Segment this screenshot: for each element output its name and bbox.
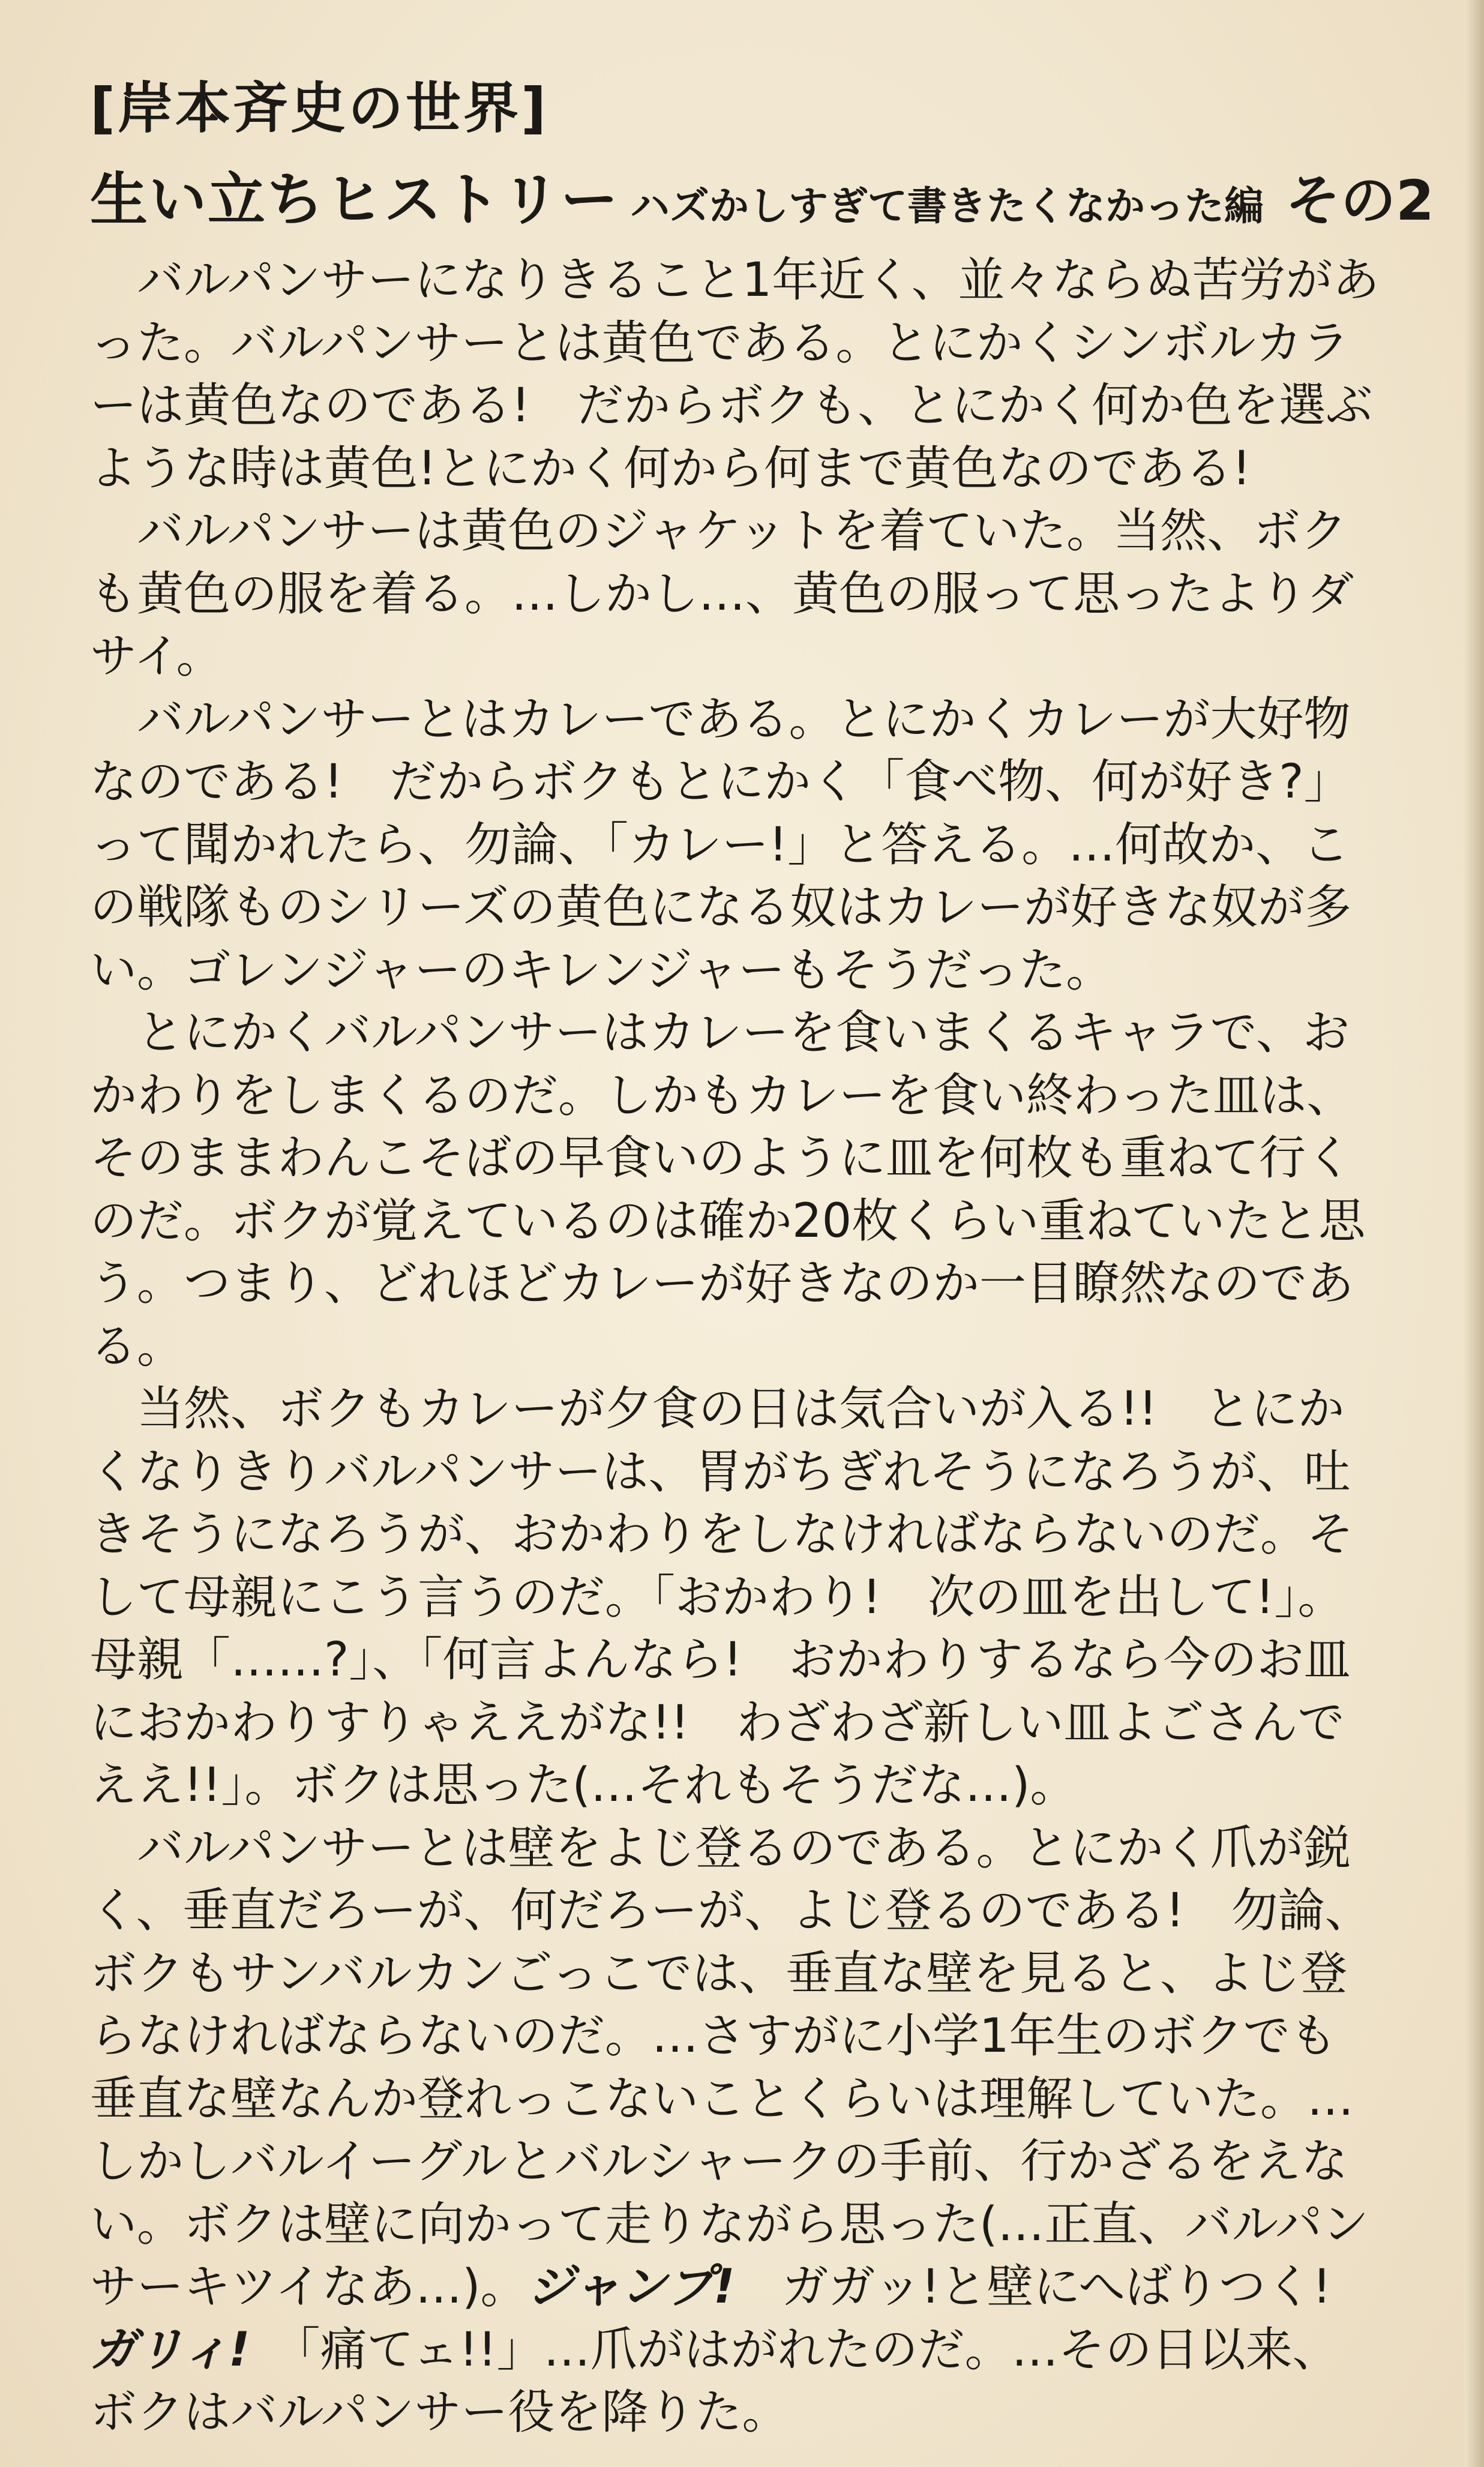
paragraph-1: バルパンサーになりきること1年近く、並々ならぬ苦労があった。バルパンサーとは黄色である。とにかくシンボルカラーは黄色なのである! だからボクも、とにかく何か色を選ぶような時は黄色!とにかく何から何まで黄色なのである! — [90, 253, 1380, 496]
sfx-jump: ジャンプ! — [527, 2260, 735, 2314]
headline-part-number: その2 — [1285, 169, 1435, 233]
article-body — [90, 249, 1380, 2444]
page-edge-shadow — [1464, 0, 1484, 2467]
paragraph-5: 当然、ボクもカレーが夕食の日は気合いが入る!! とにかくなりきりバルパンサーは、胃がちぎれそうになろうが、吐きそうになろうが、おかわりをしなければならないのだ。そして母親にこう言うのだ。「おかわり! 次の皿を出して!」。母親「……?」、「何言よんなら! おかわりするなら今のお皿におかわりすりゃええがな!! わざわざ新しい皿よごさんでええ!!」。ボクは思った(…それもそうだな…)。 — [90, 1382, 1354, 1812]
paragraph-6-text-middle: ガガッ!と壁にへばりつく! — [734, 2260, 1378, 2314]
paragraph-6 — [90, 1817, 1380, 2444]
paragraph-2: バルパンサーは黄色のジャケットを着ていた。当然、ボクも黄色の服を着る。…しかし…、黄色の服って思ったよりダサイ。 — [90, 504, 1354, 684]
headline — [90, 166, 1435, 233]
sfx-grip: ガリィ! — [90, 2322, 250, 2377]
series-title: [岸本斉史の世界] — [90, 76, 549, 140]
paragraph-4: とにかくバルパンサーはカレーを食いまくるキャラで、おかわりをしまくるのだ。しかもカレーを食い終わった皿は、そのままわんこそばの早食いのように皿を何枚も重ねて行くのだ。ボクが覚えているのは確か20枚くらい重ねていたと思う。つまり、どれほどカレーが好きなのか一目瞭然なのである。 — [90, 1006, 1366, 1374]
paragraph-6-text-before: バルパンサーとは壁をよじ登るのである。とにかく爪が鋭く、垂直だろーが、何だろーが、よじ登るのである! 勿論、ボクもサンバルカンごっこでは、垂直な壁を見ると、よじ登らなければならないのだ。…さすがに小学1年生のボクでも垂直な壁なんか登れっこないことくらいは理解していた。…しかしバルイーグルとバルシャークの手前、行かざるをえない。ボクは壁に向かって走りながら思った(…正直、バルパンサーキツイなあ…)。 — [90, 1821, 1372, 2314]
headline-subtitle: ハズかしすぎて書きたくなかった編 — [630, 183, 1264, 229]
paragraph-3: バルパンサーとはカレーである。とにかくカレーが大好物なのである! だからボクもとにかく「食べ物、何が好き?」って聞かれたら、勿論、「カレー!」と答える。…何故か、この戦隊ものシリーズの黄色になる奴はカレーが好きな奴が多い。ゴレンジャーのキレンジャーもそうだった。 — [90, 692, 1352, 997]
paragraph-6-text-after: 「痛てェ!!」…爪がはがれたのだ。…その日以来、ボクはバルパンサー役を降りた。 — [90, 2322, 1339, 2439]
headline-main: 生い立ちヒストリー — [90, 166, 619, 233]
